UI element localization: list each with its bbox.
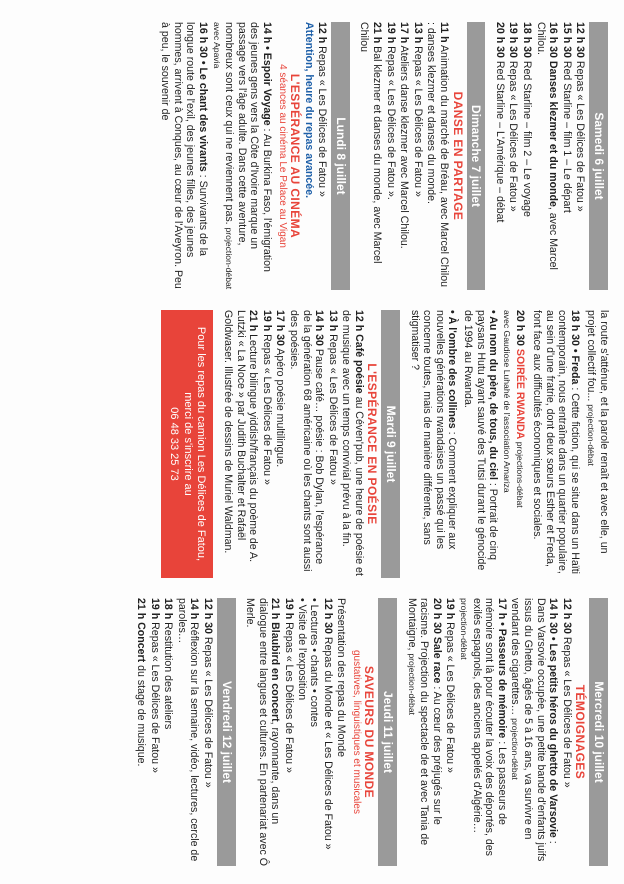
list-item: 12 h 30 Repas « Les Délices de Fatou »: [201, 598, 214, 788]
theme-title: TÉMOIGNAGES: [573, 684, 588, 780]
notice-text: Attention, heure du repas avancée.: [302, 22, 315, 199]
list-item: • Lectures • chants • contes: [308, 598, 321, 727]
sunday-entries: [358, 22, 450, 290]
list-item: 21 h Bal klezmer et danses du monde, avec Marcel Chilou: [358, 22, 384, 264]
list-item: 14 h 30 Pause café… poésie : Bob Dylan, l'espérance de la génération 68 américaine où les chants sont aussi des poésies.: [287, 310, 326, 572]
list-item: 18 h Restitution des ateliers: [162, 598, 175, 730]
list-item: 11 h Animation du marché de Bréau, avec Marcel Chilou : danses klezmer et danses du monde.: [425, 22, 451, 287]
list-item: 17 h Ateliers danse klezmer avec Marcel Chilou.: [398, 22, 411, 249]
list-item: 17 h • Passeurs de mémoire : Les passeurs de mémoire sont là pour écouter la voix des déportés, des exilés espagnols, des anciens appelés d'Algérie… projection-débat: [459, 598, 508, 856]
list-item: 13 h Repas « Les Délices de Fatou »: [326, 310, 339, 485]
list-item: Présentation des repas du Monde: [335, 598, 348, 758]
list-item: la route s'atténue, et la parole renaît et avec elle, un projet collectif fou... projection-débat: [585, 310, 610, 554]
list-item: 12 h 30 Repas « Les Délices de Fatou »: [574, 22, 587, 212]
list-item: 14 h • Espoir Voyage : Au Burkina Faso, l'émigration des jeunes gens vers la Côte d'Ivoire marque un passage vers l'âge adulte. Dans cette aventure, nombreux sont ceux qui ne reviennent pas. projection-débat avec Apavia: [211, 22, 273, 290]
registration-box: [161, 310, 214, 578]
list-item: 13 h Repas « Les Délices de Fatou »: [411, 22, 424, 197]
list-item: • Au nom du père, de tous, du ciel : Portrait de cinq paysans Hutu ayant sauvé des Tutsi durant le génocide de 1994 au Rwanda.: [462, 310, 500, 571]
theme-title: L'ESPÉRANCE EN POÉSIE: [365, 363, 380, 525]
list-item: 19 h Repas « Les Délices de Fatou »: [282, 598, 295, 773]
theme-subtitle: 4 séances au cinéma Le Palace au Vigan: [276, 64, 288, 248]
column-3: [133, 598, 610, 866]
theme-title: SAVEURS DU MONDE: [362, 665, 377, 799]
list-item: 19 h Repas « Les Délices de Fatou »: [148, 598, 161, 773]
day-header-sunday: Dimanche 7 juillet: [467, 22, 486, 290]
day-header-tuesday: Mardi 9 juillet: [382, 310, 401, 578]
theme-title: DANSE EN PARTAGE: [450, 91, 465, 221]
list-item: 14 h 30 • Les petits héros du ghetto de Varsovie : Dans Varsovie occupée, une petite bande d'enfants juifs issus du Ghetto, âgés de 5 à 16 ans, va survivre en vendant des cigarettes… projection-débat: [509, 598, 560, 862]
list-item: 19 h 30 Repas « Les Délices de Fatou »: [507, 22, 520, 212]
list-item: 18 h 30 Red Starline – film 2 – Le voyage: [521, 22, 534, 217]
list-item: 12 h 30 Repas « Les Délices de Fatou »: [560, 598, 573, 788]
list-item: avec Gaudiose Luhahé de l'association Amariza: [501, 310, 512, 493]
list-item: 12 h Repas « Les Délices de Fatou »: [316, 22, 329, 197]
list-item: 15 h 30 Red Starline – film 1 – Le départ: [560, 22, 573, 213]
list-item: 21 h Blaubird en concert, rayonnante, dans un dialogue entre langues et cultures. En partenariat avec Ô Merle.: [244, 598, 282, 866]
list-item: 19 h Repas « Les Délices de Fatou »: [444, 598, 457, 773]
day-header-saturday: Samedi 6 juillet: [589, 22, 608, 290]
list-item: 17 h 30 Apéro poésie multilingue.: [274, 310, 287, 468]
list-item: 21 h Concert du stage de musique.: [135, 598, 147, 767]
list-item: • À l'ombre des collines : Comment expliquer aux nouvelles générations rwandaises un passé qui les concerne toutes, mais de manière différente, sans stigmatiser ?: [408, 310, 459, 550]
saturday-entries: [493, 22, 586, 290]
column-2: [161, 310, 610, 578]
day-header-monday: Lundi 8 juillet: [331, 22, 350, 290]
list-item: 18 h 30 • Freda : Cette fiction, qui se situe dans un Haïti contemporain, nous entraîne dans un quartier populaire, au sein d'une fratrie, dont deux sœurs Esther et Freda, font face aux difficultés économiques et sociales.: [531, 310, 581, 574]
day-header-thursday: Jeudi 11 juillet: [379, 598, 398, 866]
registration-phone: 06 48 33 25 73: [168, 407, 181, 481]
list-item: 21 h Lecture bilingue yiddish/français du poème de A. Lutzki « La Noce » par Judith Buchalter et Rafaël Goldwaser. Illustrée de dessins de Muriel Waldman.: [221, 310, 260, 563]
list-item: 12 h 30 Repas du Monde et « Les Délices de Fatou »: [321, 598, 334, 850]
list-item: 16 h 30 Danses klezmer et du monde, avec Marcel Chilou.: [534, 22, 560, 270]
list-item: 20 h 30 Red Starline – L'Amérique – débat: [493, 22, 506, 223]
day-header-friday: Vendredi 12 juillet: [217, 598, 236, 866]
list-item: • Visite de l'exposition: [295, 598, 308, 701]
list-item: 20 h 30 Sale race : Au cœur des préjugés sur le racisme. Projection du spectacle de et avec Tania de Montaigne, projection-débat: [405, 598, 443, 846]
registration-text: Pour les repas du camion Les Délices de Fatou, merci de s'inscrire au: [181, 326, 208, 562]
theme-title: L'ESPÉRANCE AU CINÉMA: [288, 73, 303, 239]
list-item: 19 h Repas « Les Délices de Fatou ».: [384, 22, 397, 200]
list-item: 16 h 30 • Le chant des vivants : Survivants de la longue route de l'exil, des jeunes filles, des jeunes hommes, arrivent à Conques, au cœur de l'Aveyron. Peu à peu, le souvenir de: [159, 22, 209, 289]
list-item: 20 h 30 SOIRÉE RWANDA projections-débat: [514, 310, 527, 508]
list-item: 19 h Repas « Les Délices de Fatou »: [260, 310, 273, 485]
theme-subtitle: gustatives, linguistiques et musicales: [350, 650, 362, 814]
column-1: [158, 22, 610, 290]
day-header-wednesday: Mercredi 10 juillet: [589, 598, 608, 866]
list-item: 14 h Réflexion sur la semaine, vidéo, lectures, cercle de paroles…: [175, 598, 201, 862]
list-item: 12 h Café poésie au Céven'pub, une heure de poésie et de musique avec un temps convivial prévu à la fin.: [340, 310, 365, 576]
